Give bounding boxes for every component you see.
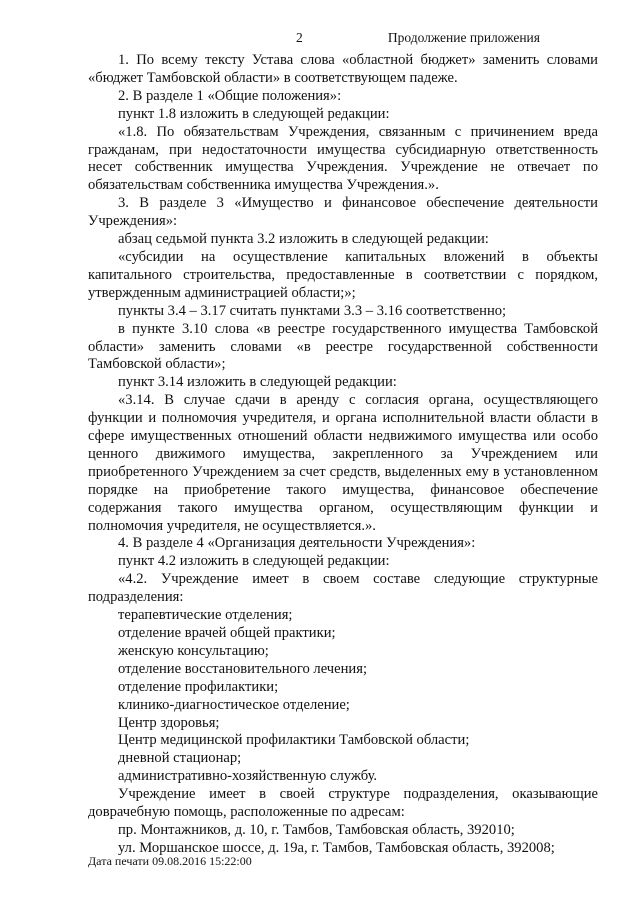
paragraph: «1.8. По обязательствам Учреждения, связанным с причинением вреда гражданам, при недостаточности имущества субсидиарную ответственность несет собственник имущества Учреждения. Учреждение не отвечает по обязательствам собственника имущества Учреждения.». — [88, 123, 598, 194]
list-item: Центр здоровья; — [118, 714, 220, 731]
paragraph: пункт 1.8 изложить в следующей редакции: — [118, 105, 390, 122]
print-date: Дата печати 09.08.2016 15:22:00 — [88, 854, 252, 868]
list-item: дневной стационар; — [118, 750, 242, 767]
document-body — [88, 52, 598, 858]
paragraph: «3.14. В случае сдачи в аренду с согласия органа, осуществляющего функции и полномочия учредителя, и органа исполнительной власти области в сфере имущественных отношений области недвижимого имущества или особо ценного движимого имущества, закрепленного за Учреждением или приобретенного Учреждением за счет средств, выделенных ему в установленном порядке на приобретение такого имущества, финансовое обеспечение содержания такого имущества органом, осуществляющим функции и полномочия учредителя, не осуществляется.». — [88, 392, 598, 534]
paragraph: пункты 3.4 – 3.17 считать пунктами 3.3 – 3.16 соответственно; — [118, 302, 507, 319]
paragraph: пункт 3.14 изложить в следующей редакции: — [118, 374, 397, 391]
paragraph: 2. В разделе 1 «Общие положения»: — [118, 87, 342, 104]
paragraph: ул. Моршанское шоссе, д. 19а, г. Тамбов, Тамбовская область, 392008; — [118, 839, 555, 856]
list-item: отделение врачей общей практики; — [118, 625, 336, 641]
paragraph: 4. В разделе 4 «Организация деятельности Учреждения»: — [118, 535, 476, 552]
paragraph: абзац седьмой пункта 3.2 изложить в следующей редакции: — [118, 231, 489, 248]
paragraph: «субсидии на осуществление капитальных вложений в объекты капитального строительства, предоставленные в соответствии с порядком, утвержденным администрацией области;»; — [88, 248, 598, 301]
list-item: административно-хозяйственную службу. — [118, 768, 378, 785]
paragraph: пр. Монтажников, д. 10, г. Тамбов, Тамбовская область, 392010; — [118, 821, 515, 838]
list-item: клинико-диагностическое отделение; — [118, 696, 350, 713]
paragraph: пункт 4.2 изложить в следующей редакции: — [118, 553, 390, 570]
list-item: отделение профилактики; — [118, 678, 279, 695]
paragraph: в пункте 3.10 слова «в реестре государственного имущества Тамбовской области» заменить словами «в реестре государственной собственности Тамбовской области»; — [88, 320, 598, 373]
list-item: Центр медицинской профилактики Тамбовской области; — [118, 732, 470, 749]
page-header — [0, 30, 640, 50]
list-item: терапевтические отделения; — [118, 607, 293, 624]
paragraph: 1. По всему тексту Устава слова «областной бюджет» заменить словами «бюджет Тамбовской области» в соответствующем падеже. — [88, 52, 598, 86]
list-item: женскую консультацию; — [118, 642, 269, 659]
list-item: отделение восстановительного лечения; — [118, 660, 368, 677]
page-number: 2 — [296, 30, 303, 45]
paragraph: «4.2. Учреждение имеет в своем составе следующие структурные подразделения: — [88, 571, 598, 606]
continuation-label: Продолжение приложения — [387, 30, 540, 45]
paragraph: 3. В разделе 3 «Имущество и финансовое обеспечение деятельности Учреждения»: — [88, 195, 598, 230]
paragraph: Учреждение имеет в своей структуре подразделения, оказывающие доврачебную помощь, расположенные по адресам: — [88, 786, 598, 821]
